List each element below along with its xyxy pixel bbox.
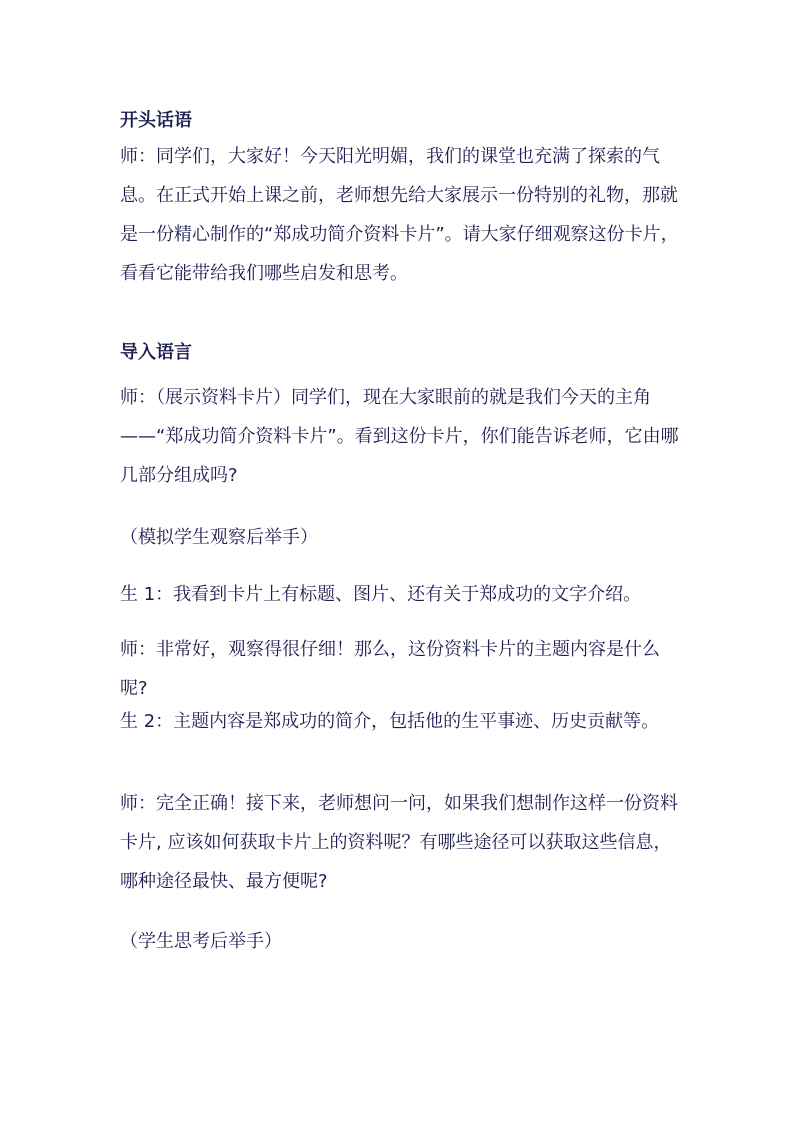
- paragraph-stage-direction-observe: （模拟学生观察后举手）: [120, 527, 318, 548]
- section-heading-introduction: 导入语言: [120, 342, 192, 363]
- paragraph-opening-teacher: 师：同学们，大家好！今天阳光明媚，我们的课堂也充满了探索的气息。在正式开始上课之前，老师想先给大家展示一份特别的礼物，那就是一份精心制作的“郑成功简介资料卡片”。请大家仔细观察这份卡片，看看它能带给我们哪些启发和思考。: [120, 146, 679, 284]
- section-heading-opening: 开头话语: [120, 110, 192, 131]
- paragraph-student-2: 生 2：主题内容是郑成功的简介，包括他的生平事迹、历史贡献等。: [120, 711, 660, 732]
- paragraph-teacher-topic-question: 师：非常好，观察得很仔细！那么，这份资料卡片的主题内容是什么呢?: [120, 639, 660, 699]
- paragraph-teacher-show-card: 师：（展示资料卡片）同学们，现在大家眼前的就是我们今天的主角——“郑成功简介资料卡片”。看到这份卡片，你们能告诉老师，它由哪几部分组成吗?: [120, 387, 679, 486]
- paragraph-student-1: 生 1：我看到卡片上有标题、图片、还有关于郑成功的文字介绍。: [120, 584, 642, 605]
- paragraph-stage-direction-think: （学生思考后举手）: [120, 931, 282, 952]
- paragraph-teacher-sources-question: 师：完全正确！接下来，老师想问一问，如果我们想制作这样一份资料卡片, 应该如何获取卡片上的资料呢？有哪些途径可以获取这些信息，哪种途径最快、最方便呢?: [120, 793, 678, 892]
